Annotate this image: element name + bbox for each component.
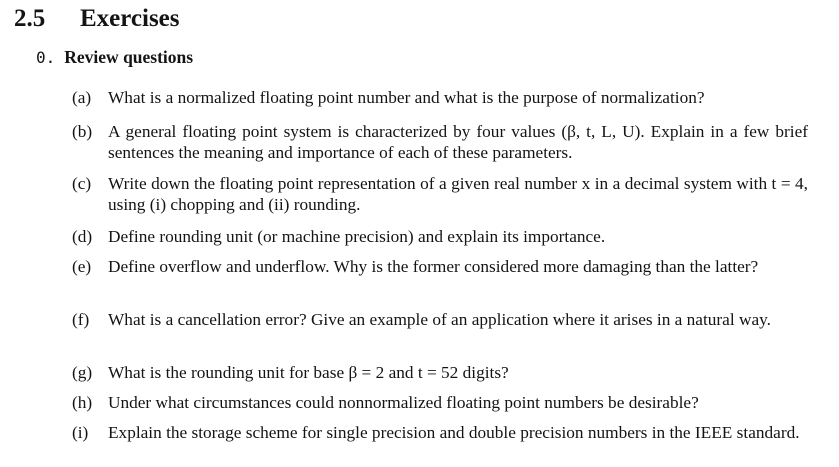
question-label: (c)	[72, 174, 92, 193]
question-text: Explain the storage scheme for single precision and double precision numbers in the IEEE standard.	[108, 423, 800, 442]
question-text: Write down the floating point representation of a given real number x in a decimal system with t = 4, using (i) chopping and (ii) rounding.	[108, 174, 808, 214]
question-e	[72, 256, 808, 277]
subsection-title: Review questions	[64, 47, 194, 67]
question-h	[72, 392, 808, 413]
question-label: (h)	[72, 393, 93, 412]
question-label: (g)	[72, 363, 93, 382]
question-text: Define rounding unit (or machine precision) and explain its importance.	[108, 227, 606, 246]
section-heading	[14, 2, 180, 36]
question-text: What is a cancellation error? Give an example of an application where it arises in a natural way.	[108, 310, 771, 329]
question-label: (i)	[72, 423, 89, 442]
subsection-heading	[36, 45, 193, 70]
question-g	[72, 362, 808, 383]
question-f	[72, 309, 808, 330]
question-label: (b)	[72, 122, 93, 141]
question-b	[72, 121, 808, 163]
question-label: (d)	[72, 227, 93, 246]
question-text: A general floating point system is characterized by four values (β, t, L, U). Explain in a few brief sentences the meaning and importance of each of these parameters.	[108, 122, 808, 162]
section-title: Exercises	[80, 5, 180, 32]
question-i	[72, 422, 808, 443]
question-d	[72, 226, 808, 247]
question-text: Under what circumstances could nonnormalized floating point numbers be desirable?	[108, 393, 699, 412]
question-label: (e)	[72, 257, 92, 276]
question-label: (f)	[72, 310, 90, 329]
question-c	[72, 173, 808, 215]
section-number: 2.5	[14, 5, 46, 32]
question-label: (a)	[72, 88, 92, 107]
question-text: Define overflow and underflow. Why is the former considered more damaging than the latter?	[108, 257, 759, 276]
subsection-number: 0.	[36, 48, 56, 67]
question-text: What is the rounding unit for base β = 2 and t = 52 digits?	[108, 363, 509, 382]
question-text: What is a normalized floating point number and what is the purpose of normalization?	[108, 88, 705, 107]
question-a	[72, 87, 808, 108]
